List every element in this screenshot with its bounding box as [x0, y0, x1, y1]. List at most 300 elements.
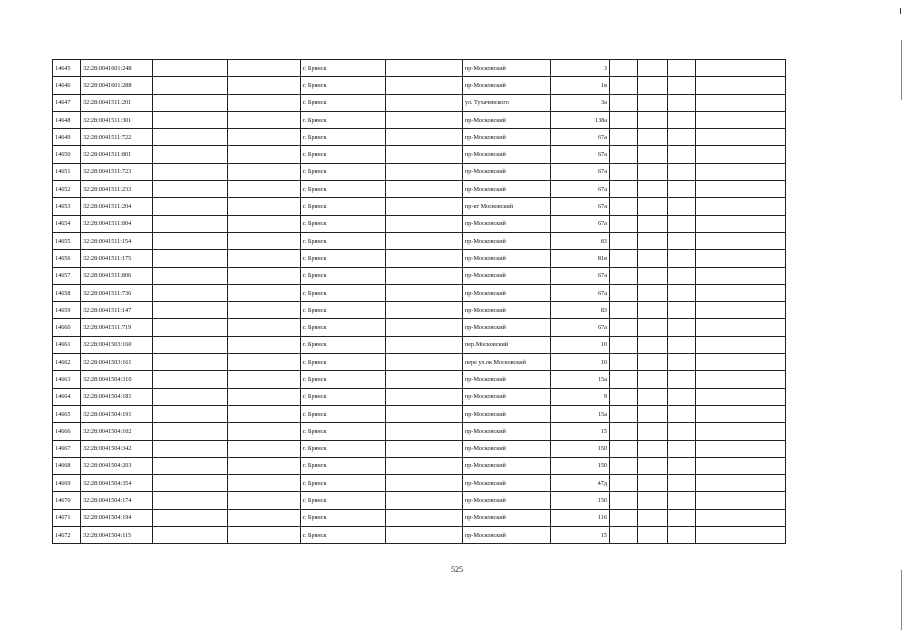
city-cell: г. Брянск	[301, 77, 386, 94]
empty-cell	[696, 111, 786, 128]
empty-cell	[668, 60, 696, 77]
empty-cell	[386, 475, 463, 492]
empty-cell	[153, 319, 228, 336]
empty-cell	[638, 94, 668, 111]
table-row	[53, 284, 786, 301]
cadastral-number-cell: 32:28:0041511:801	[81, 146, 153, 163]
city-cell: г. Брянск	[301, 284, 386, 301]
empty-cell	[386, 284, 463, 301]
cadastral-number-cell: 32:28:0041503:161	[81, 354, 153, 371]
table-row	[53, 457, 786, 474]
cadastral-number-cell: 32:28:0041504:354	[81, 475, 153, 492]
cadastral-number-cell: 32:28:0041504:191	[81, 405, 153, 422]
street-cell: пр-Московский	[463, 250, 551, 267]
empty-cell	[386, 319, 463, 336]
house-number-cell: 15	[551, 423, 610, 440]
empty-cell	[153, 405, 228, 422]
record-number-cell: 14661	[53, 336, 81, 353]
empty-cell	[696, 440, 786, 457]
house-number-cell: 138а	[551, 111, 610, 128]
house-number-cell: 150	[551, 440, 610, 457]
empty-cell	[638, 163, 668, 180]
empty-cell	[228, 232, 301, 249]
house-number-cell: 67а	[551, 181, 610, 198]
table-row	[53, 60, 786, 77]
empty-cell	[696, 492, 786, 509]
cadastral-number-cell: 32:28:0041504:310	[81, 371, 153, 388]
empty-cell	[668, 181, 696, 198]
empty-cell	[386, 60, 463, 77]
table-row	[53, 250, 786, 267]
empty-cell	[696, 163, 786, 180]
empty-cell	[153, 475, 228, 492]
empty-cell	[610, 336, 638, 353]
empty-cell	[638, 457, 668, 474]
empty-cell	[153, 527, 228, 544]
empty-cell	[638, 198, 668, 215]
empty-cell	[610, 475, 638, 492]
empty-cell	[228, 354, 301, 371]
city-cell: г. Брянск	[301, 163, 386, 180]
empty-cell	[386, 198, 463, 215]
city-cell: г. Брянск	[301, 250, 386, 267]
record-number-cell: 14666	[53, 423, 81, 440]
empty-cell	[638, 475, 668, 492]
city-cell: г. Брянск	[301, 198, 386, 215]
street-cell: пр-Московский	[463, 284, 551, 301]
city-cell: г. Брянск	[301, 215, 386, 232]
cadastral-number-cell: 32:28:0041511:722	[81, 129, 153, 146]
empty-cell	[696, 302, 786, 319]
empty-cell	[228, 60, 301, 77]
house-number-cell: 67а	[551, 198, 610, 215]
city-cell: г. Брянск	[301, 319, 386, 336]
street-cell: пр-Московский	[463, 492, 551, 509]
record-number-cell: 14653	[53, 198, 81, 215]
empty-cell	[668, 94, 696, 111]
record-number-cell: 14658	[53, 284, 81, 301]
street-cell: пр-Московский	[463, 527, 551, 544]
empty-cell	[638, 509, 668, 526]
empty-cell	[386, 267, 463, 284]
empty-cell	[668, 284, 696, 301]
house-number-cell: 116	[551, 509, 610, 526]
house-number-cell: 47д	[551, 475, 610, 492]
city-cell: г. Брянск	[301, 440, 386, 457]
empty-cell	[668, 267, 696, 284]
house-number-cell: 67а	[551, 267, 610, 284]
empty-cell	[228, 198, 301, 215]
city-cell: г. Брянск	[301, 405, 386, 422]
empty-cell	[228, 129, 301, 146]
empty-cell	[228, 336, 301, 353]
empty-cell	[696, 475, 786, 492]
street-cell: пр-Московский	[463, 163, 551, 180]
empty-cell	[228, 527, 301, 544]
empty-cell	[228, 77, 301, 94]
empty-cell	[153, 302, 228, 319]
empty-cell	[638, 302, 668, 319]
street-cell: пр-Московский	[463, 319, 551, 336]
empty-cell	[386, 457, 463, 474]
empty-cell	[386, 388, 463, 405]
empty-cell	[668, 440, 696, 457]
record-number-cell: 14667	[53, 440, 81, 457]
house-number-cell: 67а	[551, 129, 610, 146]
empty-cell	[668, 215, 696, 232]
cadastral-number-cell: 32:28:0041511:301	[81, 111, 153, 128]
empty-cell	[610, 354, 638, 371]
empty-cell	[228, 371, 301, 388]
empty-cell	[638, 354, 668, 371]
empty-cell	[638, 492, 668, 509]
empty-cell	[638, 440, 668, 457]
registry-table	[52, 59, 786, 544]
empty-cell	[696, 423, 786, 440]
empty-cell	[153, 181, 228, 198]
empty-cell	[386, 509, 463, 526]
empty-cell	[696, 405, 786, 422]
table-row	[53, 94, 786, 111]
cadastral-number-cell: 32:28:0041504:102	[81, 423, 153, 440]
empty-cell	[153, 440, 228, 457]
city-cell: г. Брянск	[301, 527, 386, 544]
house-number-cell: 15	[551, 527, 610, 544]
page-number: 525	[451, 565, 463, 574]
empty-cell	[638, 60, 668, 77]
empty-cell	[386, 354, 463, 371]
empty-cell	[153, 60, 228, 77]
city-cell: г. Брянск	[301, 509, 386, 526]
city-cell: г. Брянск	[301, 267, 386, 284]
empty-cell	[153, 457, 228, 474]
empty-cell	[228, 319, 301, 336]
street-cell: пр-Московский	[463, 181, 551, 198]
street-cell: пере ул.ок Московский	[463, 354, 551, 371]
empty-cell	[386, 111, 463, 128]
empty-cell	[610, 527, 638, 544]
empty-cell	[610, 284, 638, 301]
empty-cell	[696, 60, 786, 77]
cadastral-number-cell: 32:28:0041511:175	[81, 250, 153, 267]
city-cell: г. Брянск	[301, 388, 386, 405]
street-cell: пр-Московский	[463, 215, 551, 232]
street-cell: пр-Московский	[463, 232, 551, 249]
empty-cell	[610, 457, 638, 474]
empty-cell	[696, 198, 786, 215]
empty-cell	[386, 77, 463, 94]
empty-cell	[228, 457, 301, 474]
record-number-cell: 14671	[53, 509, 81, 526]
house-number-cell: 67а	[551, 146, 610, 163]
empty-cell	[610, 267, 638, 284]
empty-cell	[638, 405, 668, 422]
house-number-cell: 67а	[551, 319, 610, 336]
city-cell: г. Брянск	[301, 60, 386, 77]
record-number-cell: 14662	[53, 354, 81, 371]
table-row	[53, 215, 786, 232]
empty-cell	[696, 77, 786, 94]
empty-cell	[638, 336, 668, 353]
empty-cell	[668, 232, 696, 249]
empty-cell	[153, 129, 228, 146]
cadastral-number-cell: 32:28:0041601:288	[81, 77, 153, 94]
cadastral-number-cell: 32:28:0041504:342	[81, 440, 153, 457]
cadastral-number-cell: 32:28:0041504:194	[81, 509, 153, 526]
empty-cell	[610, 492, 638, 509]
empty-cell	[696, 146, 786, 163]
scan-edge-mark	[900, 8, 901, 14]
empty-cell	[610, 440, 638, 457]
city-cell: г. Брянск	[301, 457, 386, 474]
cadastral-number-cell: 32:28:0041601:248	[81, 60, 153, 77]
cadastral-number-cell: 32:28:0041511:233	[81, 181, 153, 198]
record-number-cell: 14660	[53, 319, 81, 336]
empty-cell	[668, 250, 696, 267]
empty-cell	[228, 423, 301, 440]
empty-cell	[386, 492, 463, 509]
house-number-cell: 83	[551, 232, 610, 249]
table-row	[53, 111, 786, 128]
street-cell: пр-Московский	[463, 111, 551, 128]
empty-cell	[153, 371, 228, 388]
empty-cell	[610, 198, 638, 215]
empty-cell	[638, 77, 668, 94]
empty-cell	[668, 319, 696, 336]
empty-cell	[696, 388, 786, 405]
empty-cell	[228, 509, 301, 526]
city-cell: г. Брянск	[301, 181, 386, 198]
empty-cell	[696, 129, 786, 146]
empty-cell	[638, 129, 668, 146]
empty-cell	[610, 215, 638, 232]
house-number-cell: 3а	[551, 94, 610, 111]
empty-cell	[386, 232, 463, 249]
record-number-cell: 14663	[53, 371, 81, 388]
empty-cell	[153, 111, 228, 128]
street-cell: пр-Московский	[463, 405, 551, 422]
street-cell: ул. Тухачевского	[463, 94, 551, 111]
empty-cell	[228, 388, 301, 405]
empty-cell	[153, 250, 228, 267]
empty-cell	[696, 371, 786, 388]
empty-cell	[610, 77, 638, 94]
empty-cell	[386, 129, 463, 146]
empty-cell	[638, 527, 668, 544]
city-cell: г. Брянск	[301, 146, 386, 163]
empty-cell	[638, 388, 668, 405]
empty-cell	[228, 492, 301, 509]
empty-cell	[638, 250, 668, 267]
empty-cell	[610, 405, 638, 422]
record-number-cell: 14657	[53, 267, 81, 284]
empty-cell	[228, 302, 301, 319]
empty-cell	[610, 60, 638, 77]
empty-cell	[638, 319, 668, 336]
empty-cell	[668, 336, 696, 353]
table-row	[53, 388, 786, 405]
empty-cell	[668, 492, 696, 509]
table-row	[53, 509, 786, 526]
empty-cell	[696, 336, 786, 353]
empty-cell	[386, 163, 463, 180]
city-cell: г. Брянск	[301, 354, 386, 371]
empty-cell	[696, 250, 786, 267]
empty-cell	[638, 181, 668, 198]
street-cell: пер.Московский	[463, 336, 551, 353]
empty-cell	[228, 146, 301, 163]
table-row	[53, 354, 786, 371]
empty-cell	[153, 267, 228, 284]
cadastral-number-cell: 32:28:0041511:804	[81, 215, 153, 232]
cadastral-number-cell: 32:28:0041511:736	[81, 284, 153, 301]
record-number-cell: 14672	[53, 527, 81, 544]
house-number-cell: 67а	[551, 215, 610, 232]
empty-cell	[668, 163, 696, 180]
cadastral-number-cell: 32:28:0041503:160	[81, 336, 153, 353]
cadastral-number-cell: 32:28:0041511:154	[81, 232, 153, 249]
record-number-cell: 14668	[53, 457, 81, 474]
empty-cell	[668, 77, 696, 94]
cadastral-number-cell: 32:28:0041511:719	[81, 319, 153, 336]
empty-cell	[668, 354, 696, 371]
empty-cell	[153, 163, 228, 180]
record-number-cell: 14649	[53, 129, 81, 146]
cadastral-number-cell: 32:28:0041511:201	[81, 94, 153, 111]
house-number-cell: 15а	[551, 371, 610, 388]
street-cell: пр-Московский	[463, 371, 551, 388]
city-cell: г. Брянск	[301, 302, 386, 319]
record-number-cell: 14659	[53, 302, 81, 319]
table-row	[53, 319, 786, 336]
empty-cell	[610, 388, 638, 405]
street-cell: пр-Московский	[463, 267, 551, 284]
empty-cell	[228, 475, 301, 492]
empty-cell	[386, 215, 463, 232]
house-number-cell: 67а	[551, 163, 610, 180]
empty-cell	[696, 319, 786, 336]
empty-cell	[610, 319, 638, 336]
cadastral-number-cell: 32:28:0041511:723	[81, 163, 153, 180]
city-cell: г. Брянск	[301, 111, 386, 128]
empty-cell	[696, 215, 786, 232]
empty-cell	[153, 284, 228, 301]
empty-cell	[386, 336, 463, 353]
city-cell: г. Брянск	[301, 94, 386, 111]
record-number-cell: 14656	[53, 250, 81, 267]
street-cell: пр-Московский	[463, 129, 551, 146]
empty-cell	[638, 111, 668, 128]
empty-cell	[696, 94, 786, 111]
record-number-cell: 14651	[53, 163, 81, 180]
empty-cell	[228, 215, 301, 232]
record-number-cell: 14669	[53, 475, 81, 492]
record-number-cell: 14647	[53, 94, 81, 111]
house-number-cell: 9	[551, 388, 610, 405]
table-row	[53, 440, 786, 457]
empty-cell	[228, 405, 301, 422]
table-row	[53, 146, 786, 163]
table-body	[53, 60, 786, 544]
empty-cell	[610, 509, 638, 526]
street-cell: пр-Московский	[463, 440, 551, 457]
record-number-cell: 14652	[53, 181, 81, 198]
table-row	[53, 336, 786, 353]
table-row	[53, 77, 786, 94]
record-number-cell: 14654	[53, 215, 81, 232]
record-number-cell: 14648	[53, 111, 81, 128]
empty-cell	[228, 440, 301, 457]
empty-cell	[228, 181, 301, 198]
empty-cell	[696, 284, 786, 301]
empty-cell	[610, 181, 638, 198]
empty-cell	[386, 371, 463, 388]
record-number-cell: 14670	[53, 492, 81, 509]
empty-cell	[610, 111, 638, 128]
empty-cell	[153, 388, 228, 405]
table-row	[53, 423, 786, 440]
empty-cell	[696, 527, 786, 544]
empty-cell	[386, 302, 463, 319]
record-number-cell: 14664	[53, 388, 81, 405]
city-cell: г. Брянск	[301, 336, 386, 353]
house-number-cell: 3	[551, 60, 610, 77]
table-row	[53, 405, 786, 422]
empty-cell	[696, 457, 786, 474]
empty-cell	[668, 423, 696, 440]
cadastral-number-cell: 32:28:0041511:806	[81, 267, 153, 284]
table-row	[53, 527, 786, 544]
scan-edge-mark	[901, 570, 902, 630]
empty-cell	[668, 146, 696, 163]
house-number-cell: 67а	[551, 284, 610, 301]
empty-cell	[668, 129, 696, 146]
empty-cell	[386, 423, 463, 440]
cadastral-number-cell: 32:28:0041511:204	[81, 198, 153, 215]
house-number-cell: 15а	[551, 405, 610, 422]
street-cell: пр-Московский	[463, 423, 551, 440]
house-number-cell: 81в	[551, 250, 610, 267]
city-cell: г. Брянск	[301, 129, 386, 146]
empty-cell	[153, 492, 228, 509]
empty-cell	[228, 163, 301, 180]
empty-cell	[228, 111, 301, 128]
empty-cell	[153, 354, 228, 371]
street-cell: пр-Московский	[463, 475, 551, 492]
empty-cell	[696, 232, 786, 249]
house-number-cell: 83	[551, 302, 610, 319]
empty-cell	[668, 527, 696, 544]
empty-cell	[153, 232, 228, 249]
city-cell: г. Брянск	[301, 423, 386, 440]
empty-cell	[610, 163, 638, 180]
empty-cell	[228, 267, 301, 284]
cadastral-number-cell: 32:28:0041504:174	[81, 492, 153, 509]
empty-cell	[153, 509, 228, 526]
table-row	[53, 198, 786, 215]
street-cell: пр-Московский	[463, 388, 551, 405]
empty-cell	[668, 388, 696, 405]
house-number-cell: 150	[551, 492, 610, 509]
empty-cell	[638, 423, 668, 440]
scan-edge-mark	[901, 40, 902, 100]
cadastral-number-cell: 32:28:0041504:181	[81, 388, 153, 405]
empty-cell	[696, 509, 786, 526]
empty-cell	[610, 302, 638, 319]
empty-cell	[386, 94, 463, 111]
empty-cell	[668, 457, 696, 474]
empty-cell	[386, 250, 463, 267]
